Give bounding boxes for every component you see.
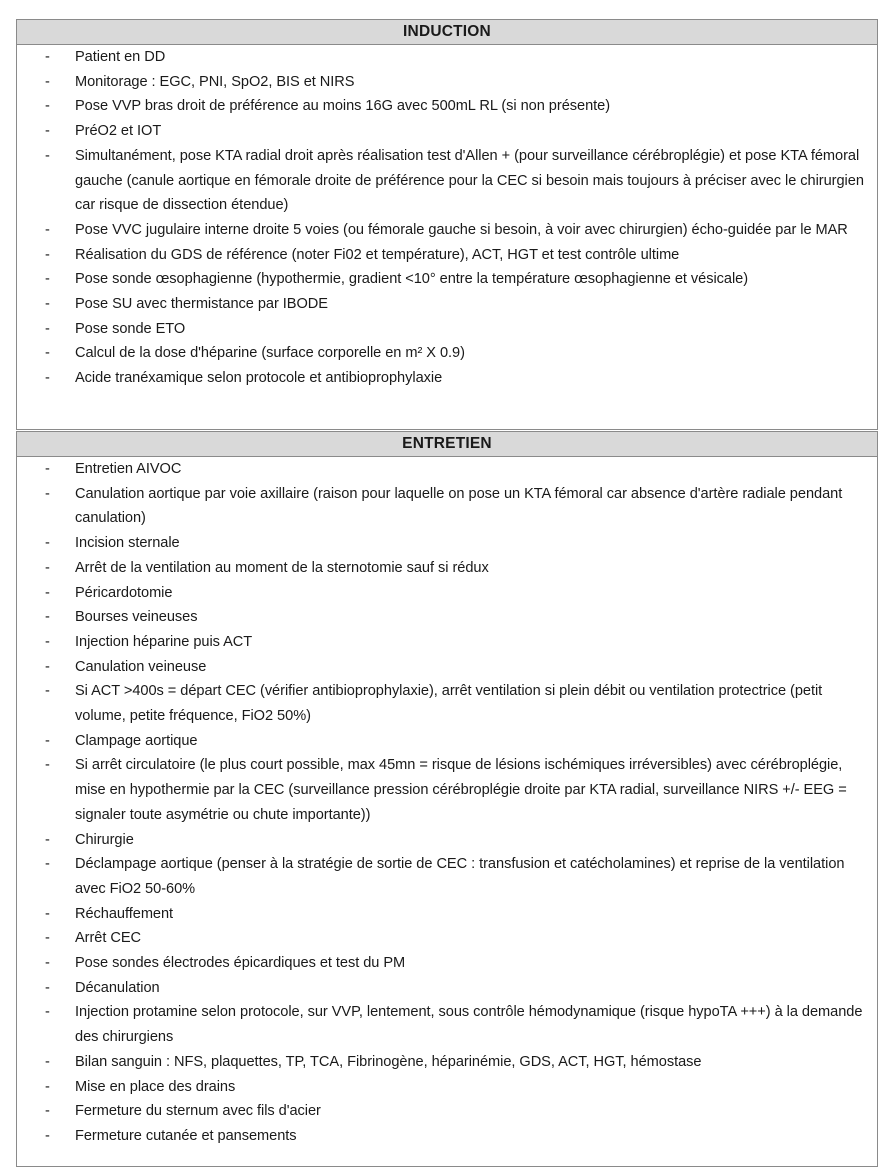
item-list xyxy=(17,457,877,1149)
item-list xyxy=(17,45,877,391)
list-item-text: Acide tranéxamique selon protocole et antibioprophylaxie xyxy=(75,370,443,387)
bullet-dash: - xyxy=(45,485,50,502)
list-item-text: Fermeture cutanée et pansements xyxy=(75,1127,297,1144)
list-item-text: Monitorage : EGC, PNI, SpO2, BIS et NIRS xyxy=(75,73,355,90)
bullet-dash: - xyxy=(45,1078,50,1095)
bullet-dash: - xyxy=(45,320,50,337)
section-title: ENTRETIEN xyxy=(17,432,877,457)
list-item-text: Canulation aortique par voie axillaire (raison pour laquelle on pose un KTA fémoral car absence d'artère radiale pendant canulation) xyxy=(75,485,843,527)
list-item xyxy=(17,144,877,218)
bullet-dash: - xyxy=(45,633,50,650)
list-item-text: Pose VVC jugulaire interne droite 5 voies (ou fémorale gauche si besoin, à voir avec chirurgien) écho-guidée par le MAR xyxy=(75,221,848,238)
list-item xyxy=(17,679,877,728)
bullet-dash: - xyxy=(45,123,50,140)
list-item xyxy=(17,581,877,606)
list-item xyxy=(17,655,877,680)
list-item-text: Mise en place des drains xyxy=(75,1078,236,1095)
bullet-dash: - xyxy=(45,345,50,362)
list-item xyxy=(17,1000,877,1049)
list-item-text: Injection protamine selon protocole, sur VVP, lentement, sous contrôle hémodynamique (risque hypoTA +++) à la demande des chirurgiens xyxy=(75,1004,863,1046)
bullet-dash: - xyxy=(45,955,50,972)
bullet-dash: - xyxy=(45,905,50,922)
bullet-dash: - xyxy=(45,683,50,700)
bullet-dash: - xyxy=(45,147,50,164)
list-item-text: Chirurgie xyxy=(75,831,134,848)
list-item xyxy=(17,556,877,581)
list-item-text: Péricardotomie xyxy=(75,584,173,601)
section-title: INDUCTION xyxy=(17,20,877,45)
bullet-dash: - xyxy=(45,584,50,601)
bullet-dash: - xyxy=(45,221,50,238)
list-item xyxy=(17,1050,877,1075)
list-item xyxy=(17,976,877,1001)
bullet-dash: - xyxy=(45,559,50,576)
bullet-dash: - xyxy=(45,246,50,263)
list-item-text: Pose sondes électrodes épicardiques et test du PM xyxy=(75,955,406,972)
list-item-text: Fermeture du sternum avec fils d'acier xyxy=(75,1103,321,1120)
bullet-dash: - xyxy=(45,73,50,90)
bullet-dash: - xyxy=(45,535,50,552)
list-item-text: Entretien AIVOC xyxy=(75,461,182,477)
list-item xyxy=(17,267,877,292)
list-item-text: Pose SU avec thermistance par IBODE xyxy=(75,296,328,313)
list-item xyxy=(17,317,877,342)
list-item-text: Pose sonde ETO xyxy=(75,320,186,337)
list-item-text: Déclampage aortique (penser à la stratégie de sortie de CEC : transfusion et catécholamines) et reprise de la ventilation avec FiO2 50-60% xyxy=(75,856,845,897)
list-item-text: Arrêt CEC xyxy=(75,930,142,947)
bullet-dash: - xyxy=(45,1004,50,1021)
list-item xyxy=(17,1075,877,1100)
bullet-dash: - xyxy=(45,461,50,477)
list-item xyxy=(17,753,877,827)
list-item-text: Pose VVP bras droit de préférence au moins 16G avec 500mL RL (si non présente) xyxy=(75,98,611,115)
bullet-dash: - xyxy=(45,49,50,65)
list-item-text: Injection héparine puis ACT xyxy=(75,633,253,650)
list-item-text: Si arrêt circulatoire (le plus court possible, max 45mn = risque de lésions ischémiques irréversibles) avec cérébroplégie, mise en hypothermie par la CEC (surveillance pression cérébroplégie droite par KTA radial, surveillance NIRS +/- EEG = signaler toute asymétrie ou chute importante)) xyxy=(75,757,847,823)
list-item xyxy=(17,45,877,70)
list-item-text: Bourses veineuses xyxy=(75,609,198,626)
list-item xyxy=(17,828,877,853)
list-item-text: Clampage aortique xyxy=(75,732,198,749)
section-entretien xyxy=(16,431,878,1167)
list-item-text: Incision sternale xyxy=(75,535,180,552)
list-item xyxy=(17,630,877,655)
list-item xyxy=(17,951,877,976)
list-item xyxy=(17,605,877,630)
list-item xyxy=(17,926,877,951)
bullet-dash: - xyxy=(45,930,50,947)
bullet-dash: - xyxy=(45,757,50,774)
list-item xyxy=(17,218,877,243)
list-item-text: Patient en DD xyxy=(75,49,166,65)
section-induction xyxy=(16,19,878,430)
list-item xyxy=(17,243,877,268)
bullet-dash: - xyxy=(45,296,50,313)
list-item-text: Si ACT >400s = départ CEC (vérifier antibioprophylaxie), arrêt ventilation si plein débit ou ventilation protectrice (petit volume, petite fréquence, FiO2 50%) xyxy=(75,683,823,725)
list-item-text: Décanulation xyxy=(75,979,160,996)
bullet-dash: - xyxy=(45,1053,50,1070)
bullet-dash: - xyxy=(45,658,50,675)
bullet-dash: - xyxy=(45,98,50,115)
list-item-text: PréO2 et IOT xyxy=(75,123,162,140)
list-item xyxy=(17,1124,877,1149)
list-item xyxy=(17,119,877,144)
list-item-text: Simultanément, pose KTA radial droit après réalisation test d'Allen + (pour surveillance cérébroplégie) et pose KTA fémoral gauche (canule aortique en fémorale droite de préférence pour la CEC si besoin mais toujours à préciser avec le chirurgien car risque de dissection étendue) xyxy=(75,147,864,214)
list-item-text: Arrêt de la ventilation au moment de la sternotomie sauf si rédux xyxy=(75,559,489,576)
list-item xyxy=(17,292,877,317)
list-item xyxy=(17,366,877,391)
list-item-text: Réalisation du GDS de référence (noter Fi02 et température), ACT, HGT et test contrôle ultime xyxy=(75,246,680,263)
list-item xyxy=(17,902,877,927)
bullet-dash: - xyxy=(45,979,50,996)
list-item-text: Réchauffement xyxy=(75,905,174,922)
list-item xyxy=(17,482,877,531)
bullet-dash: - xyxy=(45,831,50,848)
bullet-dash: - xyxy=(45,609,50,626)
list-item xyxy=(17,94,877,119)
bullet-dash: - xyxy=(45,1127,50,1144)
list-item xyxy=(17,729,877,754)
bullet-dash: - xyxy=(45,271,50,288)
bullet-dash: - xyxy=(45,732,50,749)
list-item xyxy=(17,852,877,901)
bullet-dash: - xyxy=(45,856,50,873)
bullet-dash: - xyxy=(45,1103,50,1120)
list-item xyxy=(17,531,877,556)
list-item-text: Bilan sanguin : NFS, plaquettes, TP, TCA, Fibrinogène, héparinémie, GDS, ACT, HGT, hémostase xyxy=(75,1053,702,1070)
list-item xyxy=(17,70,877,95)
bullet-dash: - xyxy=(45,370,50,387)
list-item-text: Calcul de la dose d'héparine (surface corporelle en m² X 0.9) xyxy=(75,345,465,362)
list-item xyxy=(17,341,877,366)
list-item-text: Pose sonde œsophagienne (hypothermie, gradient <10° entre la température œsophagienne et vésicale) xyxy=(75,271,749,288)
list-item-text: Canulation veineuse xyxy=(75,658,207,675)
list-item xyxy=(17,1099,877,1124)
list-item xyxy=(17,457,877,482)
